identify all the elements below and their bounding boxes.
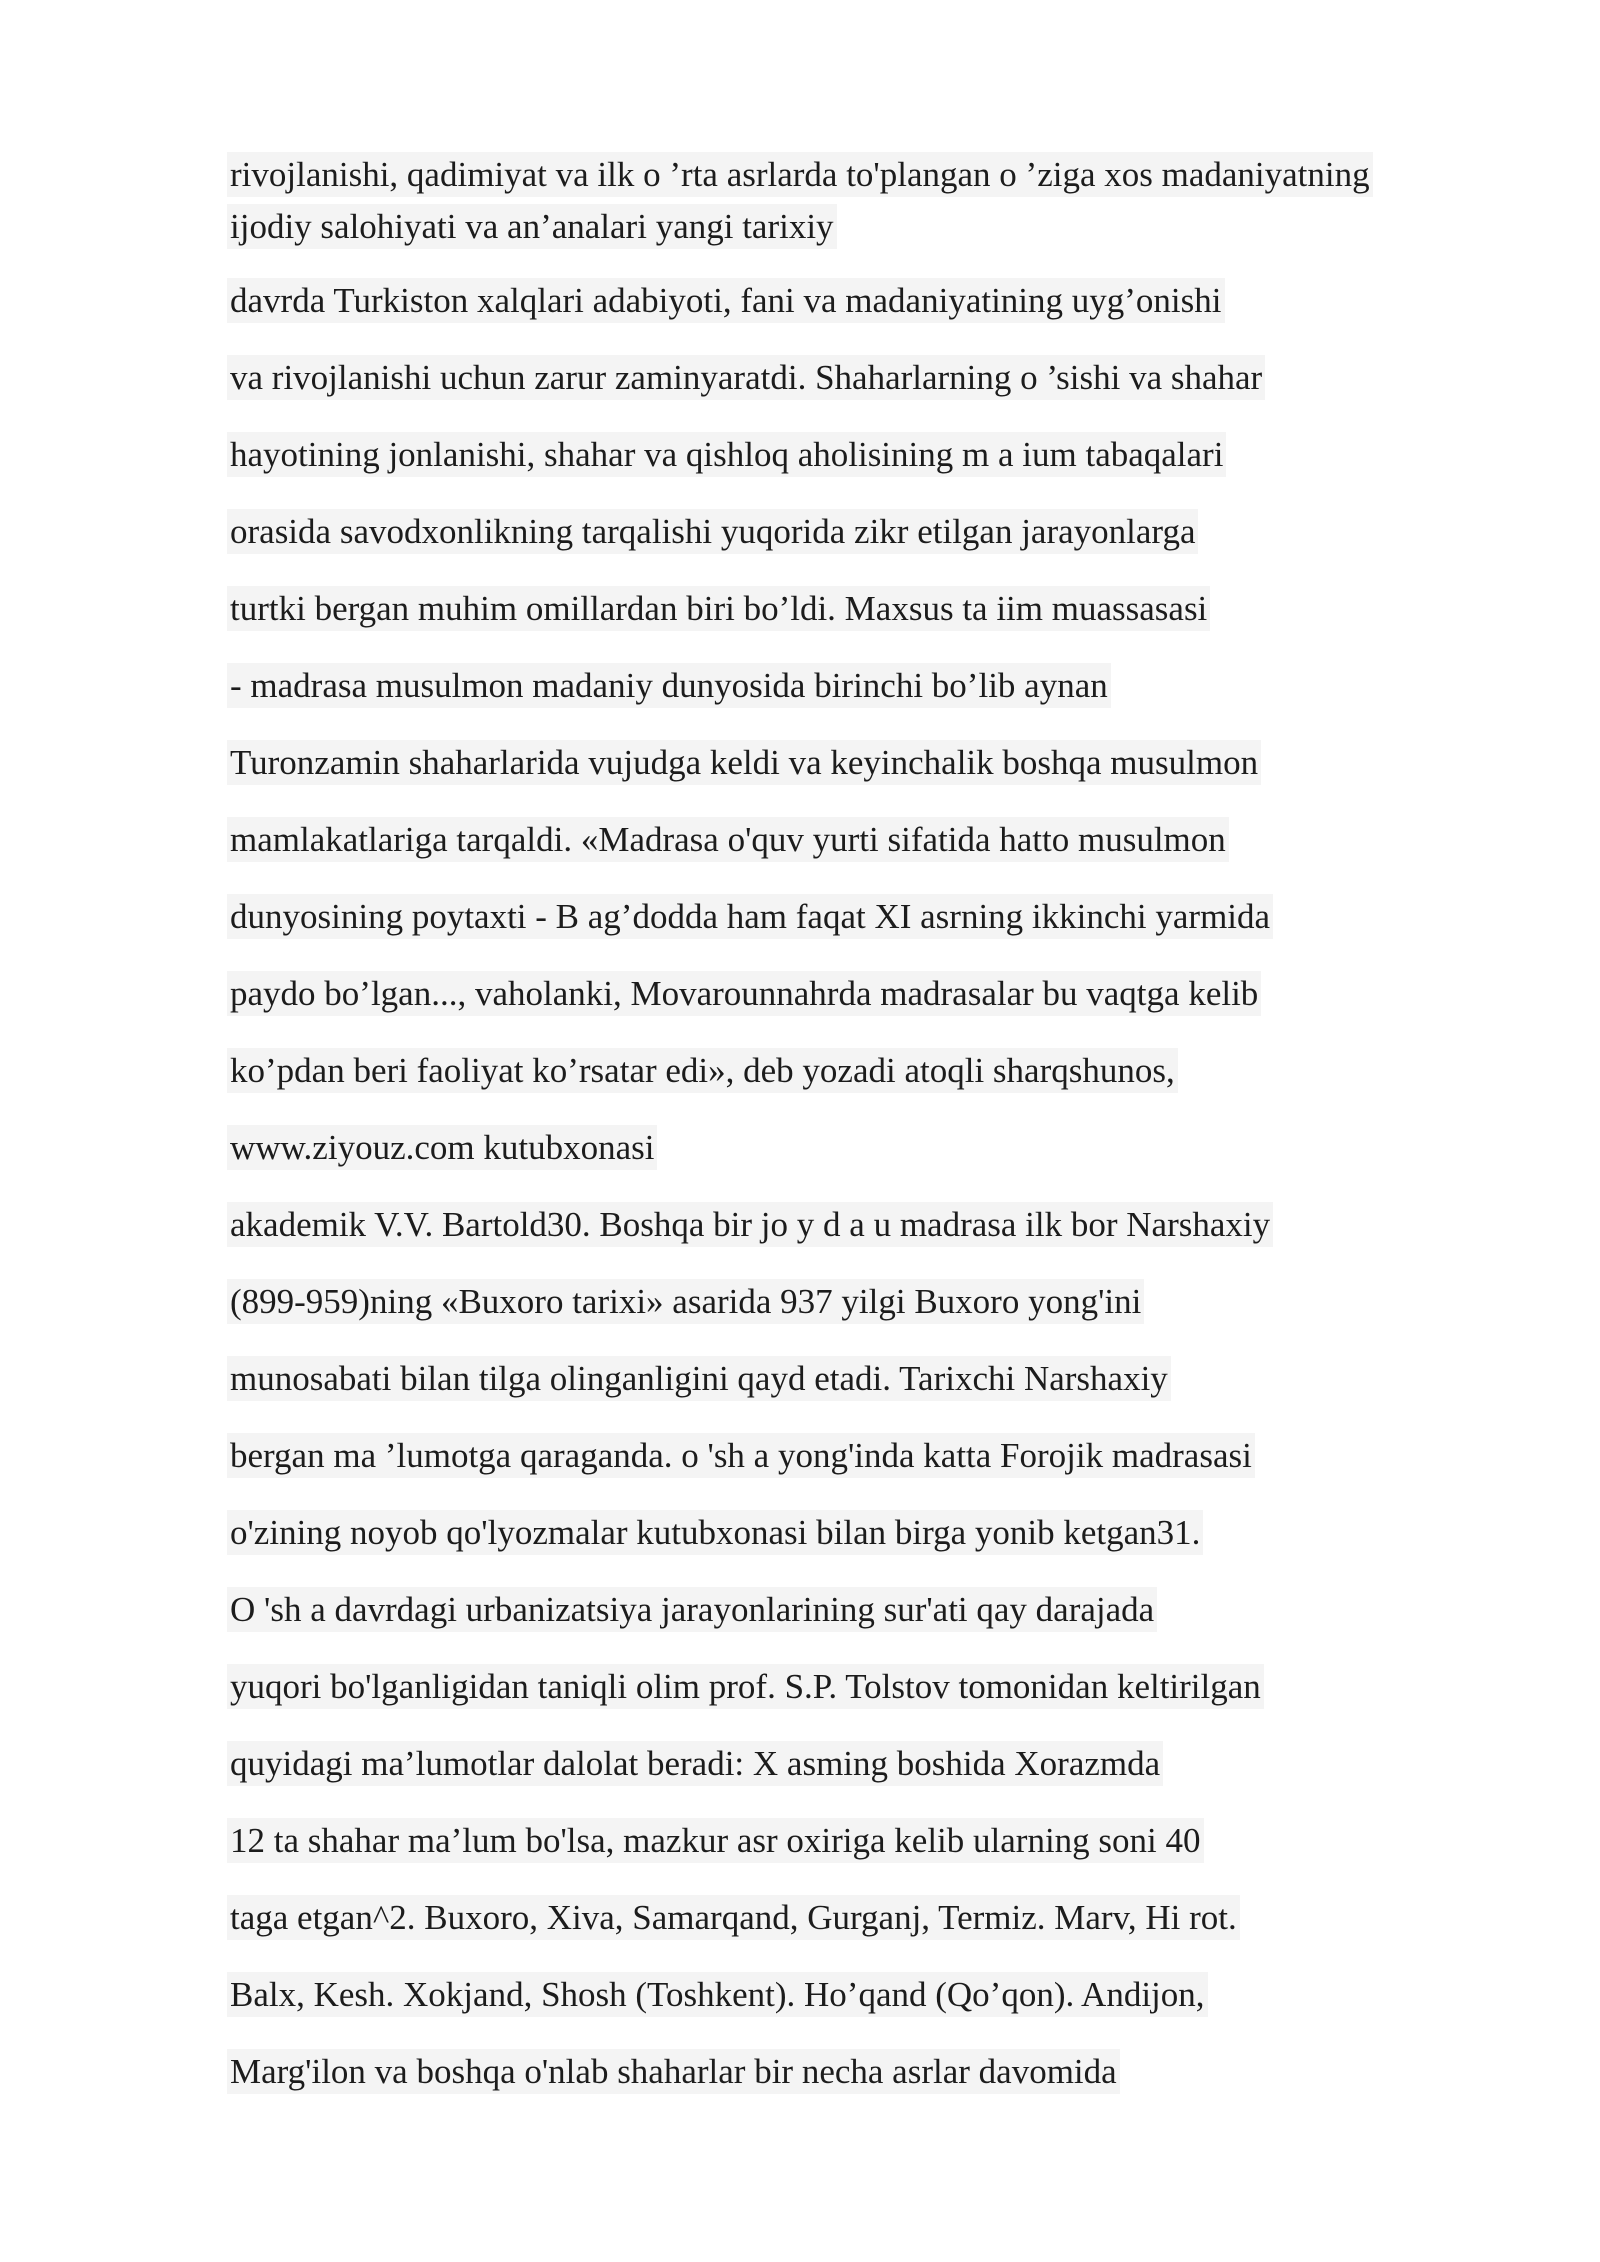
text-line-16: (899-959)ning «Buxoro tarixi» asarida 937 yilgi Buxoro yong'ini: [230, 1282, 1142, 1321]
text-line-14: www.ziyouz.com kutubxonasi: [230, 1128, 655, 1167]
text-line-22: quyidagi ma’lumotlar dalolat beradi: X asming boshida Xorazmda: [230, 1744, 1161, 1783]
text-line-23: 12 ta shahar ma’lum bo'lsa, mazkur asr oxiriga kelib ularning soni 40: [230, 1821, 1201, 1860]
text-line-8: - madrasa musulmon madaniy dunyosida birinchi bo’lib aynan: [230, 666, 1108, 705]
text-line-19: o'zining noyob qo'lyozmalar kutubxonasi bilan birga yonib ketgan31.: [230, 1513, 1201, 1552]
text-line-13: ko’pdan beri faoliyat ko’rsatar edi», deb yozadi atoqli sharqshunos,: [230, 1051, 1175, 1090]
text-line-10: mamlakatlariga tarqaldi. «Madrasa o'quv yurti sifatida hatto musulmon: [230, 820, 1226, 859]
text-line-20: O 'sh a davrdagi urbanizatsiya jarayonlarining sur'ati qay darajada: [230, 1590, 1155, 1629]
text-line-12: paydo bo’lgan..., vaholanki, Movarounnahrda madrasalar bu vaqtga kelib: [230, 974, 1259, 1013]
text-line-17: munosabati bilan tilga olinganligini qayd etadi. Tarixchi Narshaxiy: [230, 1359, 1168, 1398]
text-line-15: akademik V.V. Bartold30. Boshqa bir jo y d a u madrasa ilk bor Narshaxiy: [230, 1205, 1271, 1244]
text-line-25: Balx, Kesh. Xokjand, Shosh (Toshkent). Ho’qand (Qo’qon). Andijon,: [230, 1975, 1205, 2014]
text-line-1: rivojlanishi, qadimiyat va ilk o ’rta asrlarda to'plangan o ’ziga xos madaniyatning: [230, 155, 1370, 194]
text-line-5: hayotining jonlanishi, shahar va qishloq aholisining m a ium tabaqalari: [230, 435, 1224, 474]
text-line-4: va rivojlanishi uchun zarur zaminyaratdi. Shaharlarning o ’sishi va shahar: [230, 358, 1263, 397]
text-line-6: orasida savodxonlikning tarqalishi yuqorida zikr etilgan jarayonlarga: [230, 512, 1196, 551]
text-line-26: Marg'ilon va boshqa o'nlab shaharlar bir necha asrlar davomida: [230, 2052, 1117, 2091]
text-line-24: taga etgan^2. Buxoro, Xiva, Samarqand, Gurganj, Termiz. Marv, Hi rot.: [230, 1898, 1237, 1937]
text-line-3: davrda Turkiston xalqlari adabiyoti, fani va madaniyatining uyg’onishi: [230, 281, 1222, 320]
text-line-7: turtki bergan muhim omillardan biri bo’ldi. Maxsus ta iim muassasasi: [230, 589, 1208, 628]
text-line-9: Turonzamin shaharlarida vujudga keldi va keyinchalik boshqa musulmon: [230, 743, 1259, 782]
text-line-18: bergan ma ’lumotga qaraganda. o 'sh a yong'inda katta Forojik madrasasi: [230, 1436, 1252, 1475]
text-line-21: yuqori bo'lganligidan taniqli olim prof. S.P. Tolstov tomonidan keltirilgan: [230, 1667, 1261, 1706]
text-line-2: ijodiy salohiyati va an’analari yangi tarixiy: [230, 207, 834, 246]
text-line-11: dunyosining poytaxti - B ag’dodda ham faqat XI asrning ikkinchi yarmida: [230, 897, 1271, 936]
